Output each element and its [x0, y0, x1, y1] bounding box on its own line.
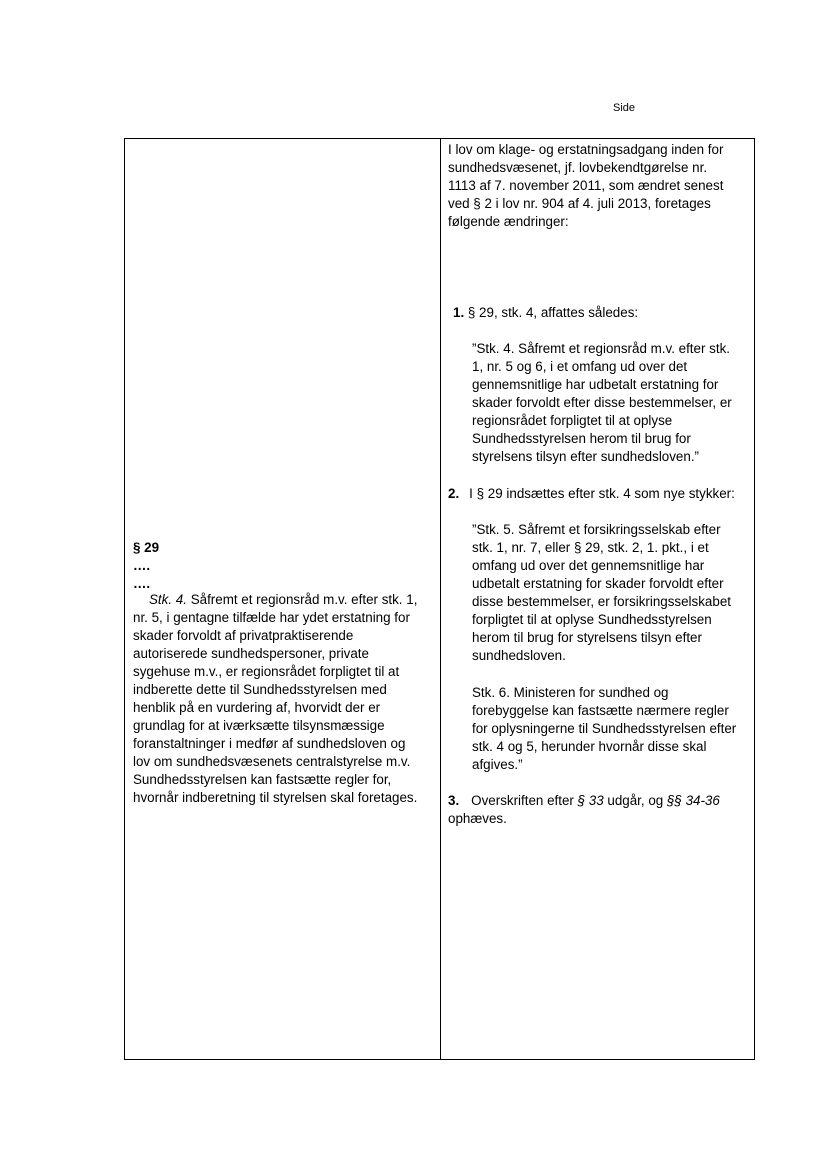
- stk5-line: forpligtet til at oplyse Sundhedsstyrelsen: [472, 612, 712, 627]
- stk6-line: afgives.”: [472, 757, 523, 772]
- stk4-line: hvornår indberetning til styrelsen skal foretages.: [133, 790, 418, 805]
- item-1-quote-line: Sundhedsstyrelsen herom til brug for: [472, 431, 691, 446]
- comparison-table: [124, 138, 755, 1060]
- intro-line: 1113 af 7. november 2011, som ændret senest: [448, 178, 724, 193]
- item-3-heading: [448, 792, 720, 810]
- stk4-line: Sundhedsstyrelsen kan fastsætte regler for,: [133, 772, 392, 787]
- intro-line: ved § 2 i lov nr. 904 af 4. juli 2013, foretages: [448, 196, 711, 211]
- item-1-text: § 29, stk. 4, affattes således:: [464, 305, 639, 320]
- column-divider: [440, 139, 441, 1059]
- stk5-line: herom til brug for styrelsens tilsyn efter: [472, 630, 702, 645]
- stk4-first-line-text: Såfremt et regionsråd m.v. efter stk. 1,: [186, 592, 418, 607]
- stk5-line: ”Stk. 5. Såfremt et forsikringsselskab efter: [472, 522, 721, 537]
- stk5-line: stk. 1, nr. 7, eller § 29, stk. 2, 1. pkt., i et: [472, 540, 709, 555]
- ellipsis-1: ….: [133, 558, 151, 573]
- intro-line: sundhedsvæsenet, jf. lovbekendtgørelse nr.: [448, 160, 708, 175]
- stk5-line: omfang ud over det gennemsnitlige har: [472, 558, 705, 573]
- stk5-line: disse bestemmelser, er forsikringsselskabet: [472, 594, 731, 609]
- item-1-quote-line: ”Stk. 4. Såfremt et regionsråd m.v. efter stk.: [472, 341, 730, 356]
- item-2-number: 2.: [448, 486, 460, 501]
- stk4-line: grundlag for at iværksætte tilsynsmæssige: [133, 718, 385, 733]
- stk4-line: autoriserede sundhedspersoner, private: [133, 646, 369, 661]
- stk5-line: sundhedsloven.: [472, 648, 566, 663]
- section-title: § 29: [133, 540, 160, 555]
- stk4-line: indberette dette til Sundhedsstyrelsen med: [133, 682, 387, 697]
- item-1-quote-line: styrelsens tilsyn efter sundhedsloven.”: [472, 449, 700, 464]
- item-1-quote-line: 1, nr. 5 og 6, i et omfang ud over det: [472, 359, 688, 374]
- stk4-label: Stk. 4.: [149, 592, 187, 607]
- item-2-heading: [448, 485, 735, 503]
- stk4-first-line: [149, 591, 417, 609]
- intro-line: følgende ændringer:: [448, 214, 569, 229]
- stk4-line: skader forvoldt af privatpraktiserende: [133, 628, 354, 643]
- stk4-line: sygehuse m.v., er regionsrådet forpligtet til at: [133, 664, 400, 679]
- item-3-line-2: ophæves.: [448, 811, 507, 826]
- stk6-line: for oplysningerne til Sundhedsstyrelsen efter: [472, 721, 737, 736]
- item-1-number: 1.: [453, 305, 465, 320]
- item-3-text-a: Overskriften efter: [471, 793, 578, 808]
- item-2-text: I § 29 indsættes efter stk. 4 som nye stykker:: [469, 486, 735, 501]
- item-3-ref-b: §§ 34-36: [666, 793, 720, 808]
- stk4-line: nr. 5, i gentagne tilfælde har ydet erstatning for: [133, 610, 410, 625]
- stk5-line: udbetalt erstatning for skader forvoldt efter: [472, 576, 724, 591]
- intro-line: I lov om klage- og erstatningsadgang inden for: [448, 142, 724, 157]
- stk4-line: henblik på en vurdering af, hvorvidt der er: [133, 700, 381, 715]
- item-3-ref-a: § 33: [577, 793, 604, 808]
- item-1-quote-line: skader forvoldt efter disse bestemmelser, er: [472, 395, 732, 410]
- stk6-line: forebyggelse kan fastsætte nærmere regler: [472, 703, 729, 718]
- stk6-line: stk. 4 og 5, herunder hvornår disse skal: [472, 739, 707, 754]
- stk6-line: Stk. 6. Ministeren for sundhed og: [472, 685, 669, 700]
- item-1-quote-line: regionsrådet forpligtet til at oplyse: [472, 413, 673, 428]
- ellipsis-2: ….: [133, 576, 151, 591]
- item-1-quote-line: gennemsnitlige har udbetalt erstatning for: [472, 377, 719, 392]
- stk4-line: foranstaltninger i medfør af sundhedsloven og: [133, 736, 406, 751]
- item-3-text-b: udgår, og: [603, 793, 667, 808]
- item-3-number: 3.: [448, 793, 460, 808]
- stk4-line: lov om sundhedsvæsenets centralstyrelse m.v.: [133, 754, 411, 769]
- page-header-side: Side: [613, 102, 636, 114]
- item-1-heading: [453, 304, 638, 322]
